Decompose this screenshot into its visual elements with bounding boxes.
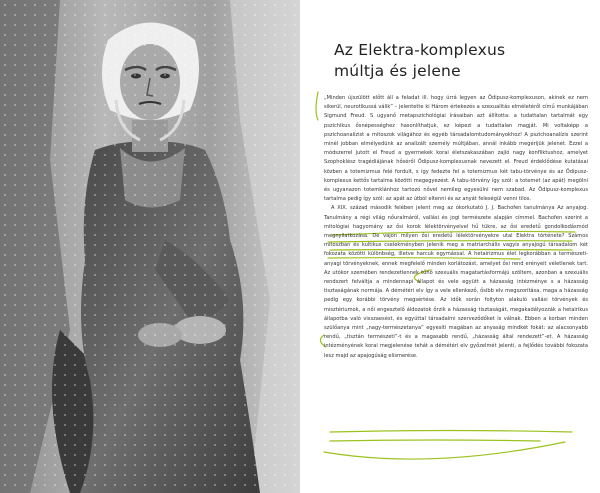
article-body: [324, 94, 588, 361]
article-title-line-1: Az Elektra-komplexus: [334, 41, 506, 59]
article-title-line-2: múltja és jelene: [334, 62, 461, 80]
article-column: [310, 0, 590, 493]
article-paragraph-2: A XIX. század második felében jelent meg az ókorkutató J. J. Bachofen tanulmánya Az anyajog. Tanulmány a régi világ nőuralmáról, vallási és jogi természete alapján címmel. Bachofen szerint a mitológiai hagyomány az ősi korok lélektörvényeivel hű tükre, az ősi eredetű gondolkodásmód megnyilatkozása. De vajon milyen ősi eredetű lélektörvényekre utal Elektra története? Számos mitoszban és kultikus cselekményben jelenik meg a matriarchális vagyis anyajogú társadalom két fokozata közötti különbség, illetve harcuk egymással. A hetairizmus élet legkorábban a természeti-anyagi törvényeknek, ennek megfelelő minden korlátozást, amelyet ősi rend erényeit véletlenek tart. Az utókor szemében rendezetlennek tűnő szexuális magatartásformájú szöltem, azonban a szexuális rendszert felváltja a mindennapi állapot és vele együtt a házasság intézménye s a házasság tisztaságának normája. A démétéri elv így a vele ellenkező, ősibb elv megszorítása, maga a házasság pedig egy korábbi törvény megsértése. Az idők során foltyton alakuló vallási törvények és misztériumok, a női engesztelő áldozatok őrzik a házasság tisztaságát, megakadályozzák a hetairikus állapotba való visszaesést, és egyúttal társadalmi szerveződőket is válnak. Ebben a korban minden szülőanya mint „nagy-természetanya” egyesíti magában az anyaság mindkét fokát: az alacsonyabb rendű, „tisztán természeti”-t és a magasabb rendű, „házasság által rendezett”-et. A házasság intézményének korai megjelenése tehát a démétéri elv győzelmét jelenti, a fejlődés további fokozata lesz majd az apajogúság elismerése.: [324, 205, 588, 359]
article-paragraph-1: „Minden újszülött előtt áll a feladat ill. hogy úrrá legyen az Ödipusz-komplexuson, akinek ez nem sikerül, neurotikussá válik” – jelentette ki Három értekezés a szexualitás elméletéről című munkájában Sigmund Freud. S ugyanő metapszichológiai írásaiban azt állította: a tudattalan tartalmát egy pszichikus ősnépességhez hasonlíthatjuk, ez képezi a tudattalan magját. Mi voltaképp a pszichoanalízist a mitoszok világához és egyéb társadalomtudományokhoz! A pszichoanalízis szerint minél jobban elmélyedünk az analizált személy múltjában, annál inkább megérijük jelenét. Ezzel a módszerrel jutott el Freud a gyermekek korai életszakaszában zajló nagy konfliktushoz, amelyet Szophoklész tragédiájának hőséről Ödipusz-komplexusnak nevezett el. Freud érdeklődése kutatásai közben a totemizmus felé fordult, s így fedezte fel a totemizmus két tabu-törvénye és az Ödipusz-komplexus kettős tartalma közötti megegyezést. A tabu-törvény így szól: a totemet (az apát) megölni és ugyanazon totemklánhoz tartozó nővel nemileg egyesülni nem szabad. Az Ödipusz-komplexus tartalma pedig így szól: az apát az útból eltenni és az anyát feleségül venni tilos.: [324, 95, 588, 203]
article-title: [334, 40, 505, 82]
